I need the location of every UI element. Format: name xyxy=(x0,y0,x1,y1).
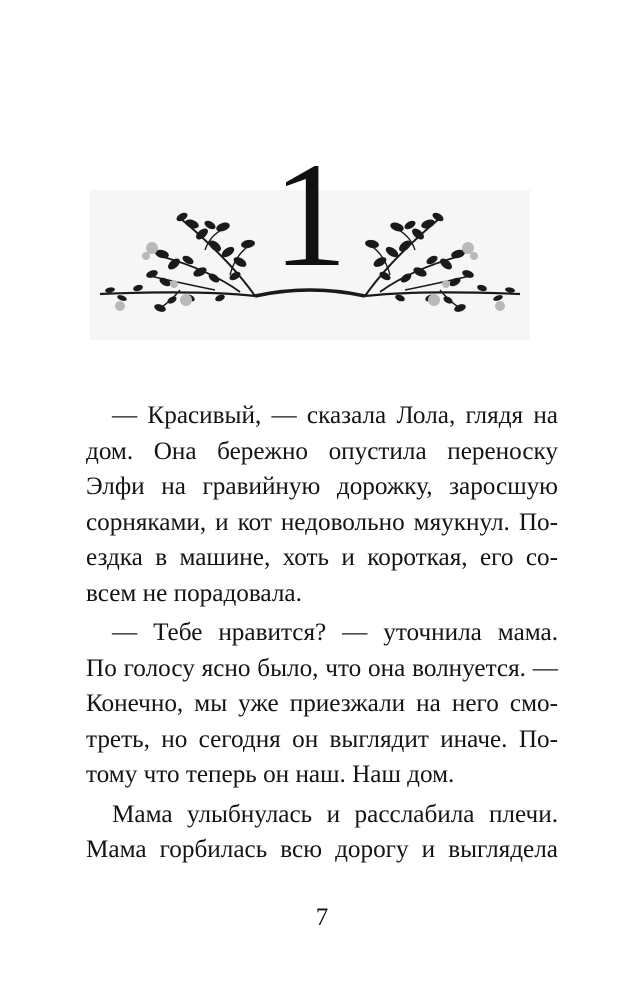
chapter-header xyxy=(90,132,530,340)
paragraph xyxy=(86,797,558,868)
paragraph xyxy=(86,398,558,611)
text-line: Элфи на гравийную дорожку, заросшую xyxy=(86,473,558,500)
page-number: 7 xyxy=(315,904,329,931)
text-line: тому что теперь он наш. Наш дом. xyxy=(86,761,455,788)
text-line: Мама улыбнулась и расслабила плечи. xyxy=(112,800,558,828)
text-line: — Тебе нравится? — уточнила мама. xyxy=(112,619,558,646)
chapter-number: 1 xyxy=(272,132,348,298)
text-line: сорняками, и кот недовольно мяукнул. По- xyxy=(86,508,558,536)
paragraph xyxy=(86,615,558,793)
chapter-body xyxy=(86,398,558,868)
text-line: Конечно, мы уже приезжали на него смо- xyxy=(86,690,558,717)
text-line: Мама горбилась всю дорогу и выглядела xyxy=(86,836,558,863)
text-line: всем не порадовала. xyxy=(86,579,302,607)
text-line: дом. Она бережно опустила переноску xyxy=(86,437,558,465)
text-line: треть, но сегодня он выглядит иначе. По- xyxy=(86,725,558,753)
text-line: ездка в машине, хоть и короткая, его со- xyxy=(86,544,558,571)
text-line: — Красивый, — сказала Лола, глядя на xyxy=(112,402,558,429)
text-line: По голосу ясно было, что она волнуется. — xyxy=(86,654,558,682)
